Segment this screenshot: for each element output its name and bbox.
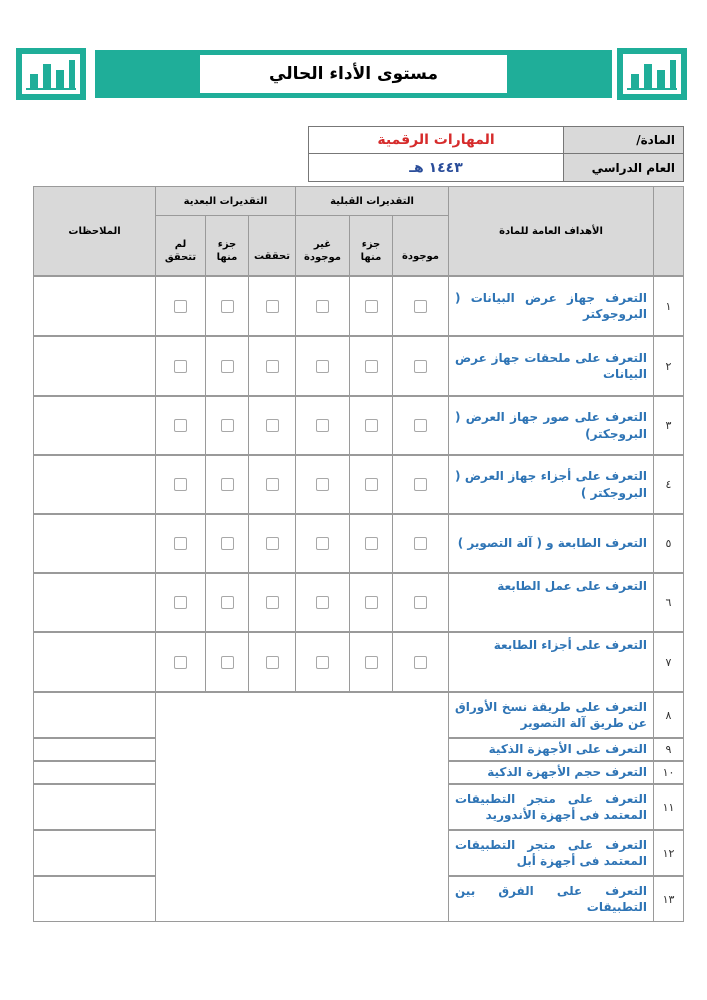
assessment-cell — [392, 573, 449, 632]
assessment-cell — [205, 276, 249, 336]
year-label: العام الدراسي — [563, 153, 684, 182]
goal-text: التعرف على أجزاء جهاز العرض ( البروجكتر ) — [448, 455, 654, 514]
pre-partial-checkbox[interactable] — [365, 300, 378, 313]
assessment-cell — [248, 336, 296, 396]
post-not-checkbox[interactable] — [174, 300, 187, 313]
notes-cell[interactable] — [33, 784, 156, 830]
assessment-cell — [295, 276, 350, 336]
assessment-cell — [248, 396, 296, 455]
assessment-cell — [392, 632, 449, 692]
post-partial-header: جزء منها — [205, 215, 249, 276]
goal-text: التعرف على الأجهزة الذكية — [448, 738, 654, 761]
notes-cell[interactable] — [33, 514, 156, 573]
post-partial-checkbox[interactable] — [221, 596, 234, 609]
goal-text: التعرف على متجر التطبيقات المعتمد فى أجهزة أبل — [448, 830, 654, 876]
notes-cell[interactable] — [33, 692, 156, 738]
row-number: ١١ — [653, 784, 684, 830]
assessment-cell — [349, 632, 393, 692]
post-not-checkbox[interactable] — [174, 656, 187, 669]
assessment-cell — [248, 455, 296, 514]
pre-found-checkbox[interactable] — [414, 360, 427, 373]
assessment-cell — [248, 632, 296, 692]
notes-cell[interactable] — [33, 632, 156, 692]
post-not-checkbox[interactable] — [174, 360, 187, 373]
row-number: ١٣ — [653, 876, 684, 922]
post-not-checkbox[interactable] — [174, 537, 187, 550]
assessment-cell — [205, 573, 249, 632]
bar-chart-logo-icon — [617, 48, 687, 100]
assessment-cell — [205, 396, 249, 455]
row-number: ٧ — [653, 632, 684, 692]
post-not-header: لم تتحقق — [155, 215, 206, 276]
assessment-cell — [392, 514, 449, 573]
pre-found-checkbox[interactable] — [414, 300, 427, 313]
pre-missing-checkbox[interactable] — [316, 656, 329, 669]
pre-partial-header: جزء منها — [349, 215, 393, 276]
goal-text: التعرف على عمل الطابعة — [448, 573, 654, 632]
row-number: ٢ — [653, 336, 684, 396]
pre-found-header: موجودة — [392, 215, 449, 276]
row-number: ١ — [653, 276, 684, 336]
assessment-blank-area — [155, 692, 449, 922]
notes-cell[interactable] — [33, 830, 156, 876]
pre-missing-checkbox[interactable] — [316, 596, 329, 609]
pre-partial-checkbox[interactable] — [365, 596, 378, 609]
notes-cell[interactable] — [33, 738, 156, 761]
post-not-checkbox[interactable] — [174, 419, 187, 432]
assessment-cell — [295, 455, 350, 514]
pre-found-checkbox[interactable] — [414, 478, 427, 491]
row-number: ٦ — [653, 573, 684, 632]
post-achieved-checkbox[interactable] — [266, 360, 279, 373]
assessment-cell — [349, 455, 393, 514]
notes-header: الملاحظات — [33, 186, 156, 276]
assessment-cell — [295, 514, 350, 573]
post-achieved-checkbox[interactable] — [266, 656, 279, 669]
post-achieved-checkbox[interactable] — [266, 419, 279, 432]
post-partial-checkbox[interactable] — [221, 478, 234, 491]
goal-text: التعرف على ملحقات جهاز عرض البيانات — [448, 336, 654, 396]
assessment-cell — [349, 573, 393, 632]
notes-cell[interactable] — [33, 876, 156, 922]
pre-found-checkbox[interactable] — [414, 596, 427, 609]
pre-found-checkbox[interactable] — [414, 419, 427, 432]
subject-value: المهارات الرقمية — [308, 126, 564, 154]
assessment-cell — [392, 336, 449, 396]
assessment-cell — [155, 455, 206, 514]
notes-cell[interactable] — [33, 573, 156, 632]
goal-text: التعرف جهاز عرض البيانات ( البروجوكتر — [448, 276, 654, 336]
post-not-checkbox[interactable] — [174, 596, 187, 609]
assessment-cell — [248, 573, 296, 632]
assessment-cell — [248, 276, 296, 336]
goals-header: الأهداف العامة للمادة — [448, 186, 654, 276]
pre-found-checkbox[interactable] — [414, 537, 427, 550]
goal-text: التعرف الطابعة و ( آلة التصوير ) — [448, 514, 654, 573]
goal-text: التعرف على صور جهاز العرض ( البروجكتر) — [448, 396, 654, 455]
subject-label: المادة/ — [563, 126, 684, 154]
assessment-cell — [155, 632, 206, 692]
assessment-cell — [349, 514, 393, 573]
assessment-cell — [295, 573, 350, 632]
row-number: ٩ — [653, 738, 684, 761]
assessment-cell — [248, 514, 296, 573]
goal-text: التعرف على الفرق بين التطبيقات — [448, 876, 654, 922]
assessment-cell — [155, 514, 206, 573]
post-partial-checkbox[interactable] — [221, 656, 234, 669]
notes-cell[interactable] — [33, 396, 156, 455]
row-number: ٥ — [653, 514, 684, 573]
assessment-cell — [392, 396, 449, 455]
post-achieved-checkbox[interactable] — [266, 300, 279, 313]
assessment-cell — [205, 336, 249, 396]
page-title: مستوى الأداء الحالي — [200, 55, 507, 93]
assessment-cell — [349, 336, 393, 396]
goal-text: التعرف على أجزاء الطابعة — [448, 632, 654, 692]
pre-partial-checkbox[interactable] — [365, 656, 378, 669]
assessment-cell — [392, 455, 449, 514]
post-not-checkbox[interactable] — [174, 478, 187, 491]
notes-cell[interactable] — [33, 336, 156, 396]
pre-missing-header: غير موجودة — [295, 215, 350, 276]
post-achieved-checkbox[interactable] — [266, 596, 279, 609]
post-achieved-checkbox[interactable] — [266, 478, 279, 491]
pre-missing-checkbox[interactable] — [316, 300, 329, 313]
pre-assessment-header: التقديرات القبلية — [295, 186, 449, 216]
bar-chart-logo-icon — [16, 48, 86, 100]
pre-partial-checkbox[interactable] — [365, 419, 378, 432]
notes-cell[interactable] — [33, 455, 156, 514]
post-partial-checkbox[interactable] — [221, 419, 234, 432]
assessment-cell — [205, 455, 249, 514]
assessment-cell — [392, 276, 449, 336]
notes-cell[interactable] — [33, 276, 156, 336]
row-number: ١٢ — [653, 830, 684, 876]
pre-partial-checkbox[interactable] — [365, 537, 378, 550]
assessment-cell — [155, 276, 206, 336]
row-number: ٤ — [653, 455, 684, 514]
assessment-cell — [295, 336, 350, 396]
assessment-cell — [155, 336, 206, 396]
post-assessment-header: التقديرات البعدية — [155, 186, 296, 216]
pre-missing-checkbox[interactable] — [316, 537, 329, 550]
assessment-cell — [349, 396, 393, 455]
pre-missing-checkbox[interactable] — [316, 360, 329, 373]
post-partial-checkbox[interactable] — [221, 300, 234, 313]
goal-text: التعرف على متجر التطبيقات المعتمد فى أجهزة الأندوريد — [448, 784, 654, 830]
assessment-cell — [155, 573, 206, 632]
assessment-cell — [205, 514, 249, 573]
row-number: ١٠ — [653, 761, 684, 784]
number-header — [653, 186, 684, 276]
row-number: ٨ — [653, 692, 684, 738]
assessment-cell — [349, 276, 393, 336]
row-number: ٣ — [653, 396, 684, 455]
goal-text: التعرف على طريقة نسخ الأوراق عن طريق آلة التصوير — [448, 692, 654, 738]
pre-found-checkbox[interactable] — [414, 656, 427, 669]
post-partial-checkbox[interactable] — [221, 360, 234, 373]
assessment-cell — [295, 632, 350, 692]
assessment-cell — [155, 396, 206, 455]
goal-text: التعرف حجم الأجهزة الذكية — [448, 761, 654, 784]
post-achieved-checkbox[interactable] — [266, 537, 279, 550]
year-value: ١٤٤٣ هـ — [308, 153, 564, 182]
pre-missing-checkbox[interactable] — [316, 478, 329, 491]
assessment-cell — [295, 396, 350, 455]
pre-partial-checkbox[interactable] — [365, 478, 378, 491]
notes-cell[interactable] — [33, 761, 156, 784]
pre-partial-checkbox[interactable] — [365, 360, 378, 373]
assessment-cell — [205, 632, 249, 692]
pre-missing-checkbox[interactable] — [316, 419, 329, 432]
post-achieved-header: تحققت — [248, 215, 296, 276]
post-partial-checkbox[interactable] — [221, 537, 234, 550]
